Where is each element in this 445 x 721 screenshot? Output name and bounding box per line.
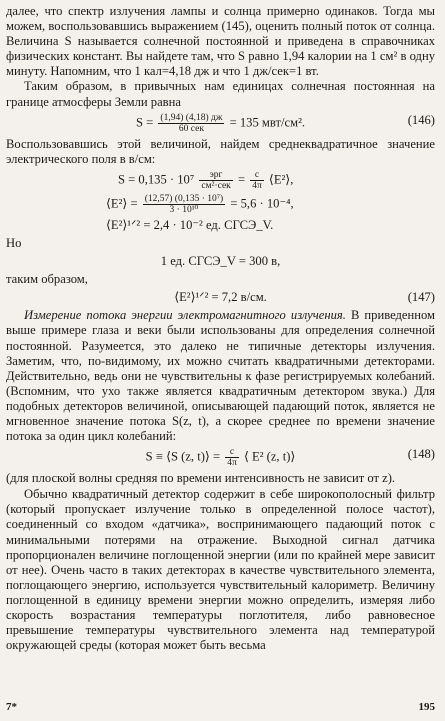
eq148-numerator: c [225,447,239,458]
equation-S [6,170,435,191]
eq146-denominator: 60 сек [178,123,204,134]
equation-unit [6,254,435,269]
paragraph-4: Но [6,235,22,250]
eq146-fraction [158,113,224,134]
equation-146 [6,113,435,134]
signature-mark: 7* [6,700,17,713]
eq-e-rms: ⟨E²⟩¹ᐟ² = 2,4 · 10⁻² ед. СГСЭ_V. [106,217,274,232]
equation-148 [6,447,435,468]
equation-number-148: (148) [407,447,435,462]
paragraph-2: Таким образом, в привычных нам единицах солнечная постоянная на границе атмосферы Земли равна [6,79,435,109]
eq146-rhs: = 135 мвт/см². [229,115,306,130]
paragraph-3: Воспользовавшись этой величиной, найдем среднеквадратичное значение электрического поля в в/см: [6,136,435,166]
eq-e2-rhs: = 5,6 · 10⁻⁴, [230,196,294,211]
equation-number-147: (147) [407,290,435,305]
eq-e2-lhs: ⟨E²⟩ = [106,196,138,211]
equation-number-146: (146) [407,112,435,127]
eq-s-units-num: эрг [199,170,232,181]
eq-s-4pi: 4π [252,180,262,191]
eq146-numerator: (1,94) (4,18) дж [160,112,223,123]
page-number: 195 [418,700,435,713]
eq-unit-conversion: 1 ед. СГСЭ_V = 300 в, [160,254,281,269]
eq-s-rhs: ⟨E²⟩, [268,172,294,187]
eq-e2-numerator: (12,57) (0,135 · 10⁷) [144,193,224,204]
eq148-denominator: 4π [227,458,237,469]
equation-E2 [6,194,435,215]
eq-s-units [199,170,232,191]
equation-147 [6,290,435,305]
page-footer [6,700,435,715]
section-title: Измерение потока энергии электромагнитного излучения. [24,308,346,323]
eq-s-units-den: см²·сек [201,180,231,191]
eq-s-c-over-4pi [250,170,264,191]
paragraph-5: таким образом, [6,272,88,287]
paragraph-7: (для плоской волны средняя по времени интенсивность не зависит от z). [6,471,396,486]
paragraph-6 [6,308,435,444]
equation-E-rms [6,218,435,233]
eq148-rhs: ⟨ E² (z, t)⟩ [243,449,296,464]
eq-s-equals: = [237,172,246,187]
eq148-fraction [225,447,239,468]
eq-s-c: c [250,170,264,181]
eq148-lhs: S ≡ ⟨S (z, t)⟩ = [145,449,221,464]
paragraph-6-text: В приведенном выше примере глаза и веки были использованы для определения солнечной постоянной. Разумеется, это далеко не типичные детекторы излучения. Заметим, что, по-видимому, их можно считать квадратичными детекторами. Действительно, ведь они не чувствительны к фазе регистрируемых колебаний. (Вспомним, что ухо также является квадратичным детектором звука.) Для подобных детекторов величиной, описывающей падающий поток, является не мгновенное значение потока S(z, t), а скорее среднее по времени значение потока за один цикл колебаний: [6,308,436,444]
eq-e2-denominator: 3 · 10¹⁰ [169,204,199,215]
eq-s-lhs: S = 0,135 · 10⁷ [118,172,195,187]
eq147-body: ⟨E²⟩¹ᐟ² = 7,2 в/см. [174,290,267,305]
eq146-lhs: S = [135,115,154,130]
eq-e2-fraction [143,194,226,215]
paragraph-1: далее, что спектр излучения лампы и солнца примерно одинаков. Тогда мы можем, воспользовавшись выражением (145), оценить полный поток от солнца. Величина S называется солнечной постоянной и приведена в справочниках физических констант. Вы найдете там, что S равно 1,94 калории на 1 см² в одну минуту. Напомним, что 1 кал=4,18 дж и что 1 дж/сек=1 вт. [6,4,435,79]
paragraph-8: Обычно квадратичный детектор содержит в себе широкополосный фильтр (который пропускает излучение только в определенной полосе частот), соединенный со входом «датчика», воспринимающего падающий поток с минимальными потерями на отражение. Выходной сигнал датчика пропорционален величине поглощенной энергии (или по крайней мере зависит от нее). Очень часто в таких детекторах в качестве чувствительного элемента, поглощающего энергию, используется чувствительный калориметр. Величину поглощенной в единицу времени энергии можно определить, измеряя либо скорость возрастания температуры поглотителя, либо равновесное превышение температуры чувствительного элемента над температурой окружающей среды (которая может быть весьма [6,487,435,653]
